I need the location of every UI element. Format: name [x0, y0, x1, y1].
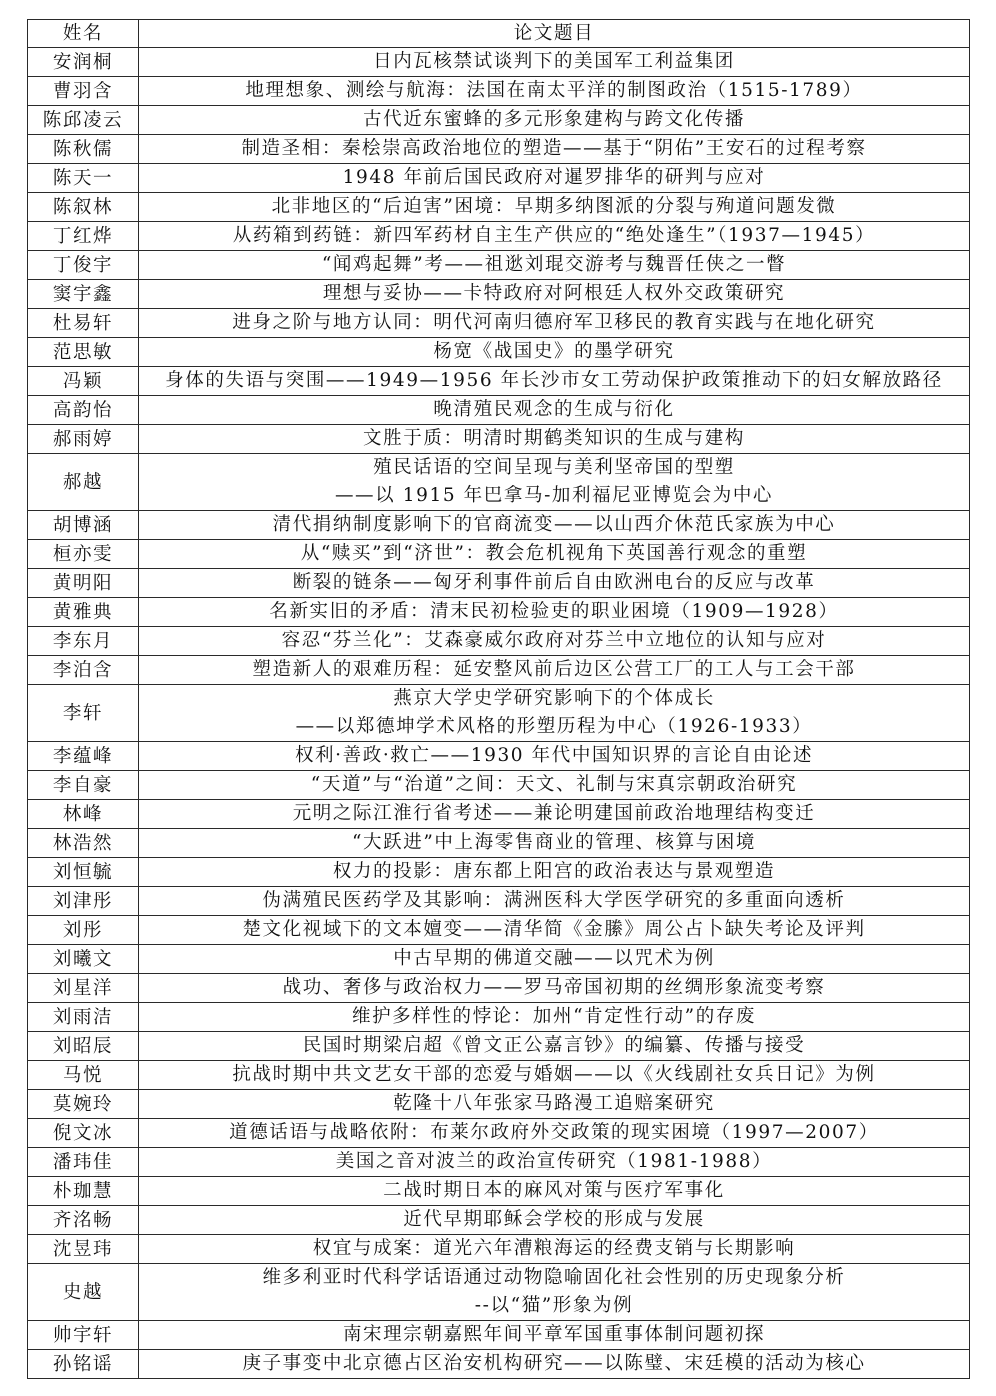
table-row	[28, 338, 970, 367]
thesis-title	[139, 945, 970, 974]
student-name: 陈秋儒	[28, 135, 139, 164]
student-name: 沈昱玮	[28, 1235, 139, 1264]
thesis-subtitle-line: --以“猫”形象为例	[474, 1295, 634, 1316]
table-row	[28, 569, 970, 598]
table-row	[28, 454, 970, 511]
thesis-title-line: 燕京大学史学研究影响下的个体成长	[393, 688, 715, 709]
thesis-title-line: 殖民话语的空间呈现与美利坚帝国的型塑	[373, 457, 735, 478]
thesis-title-line: “大跃进”中上海零售商业的管理、核算与困境	[351, 832, 757, 853]
thesis-title	[139, 77, 970, 106]
thesis-title-line: 权力的投影：唐东都上阳宫的政治表达与景观塑造	[332, 861, 776, 882]
table-row	[28, 1003, 970, 1032]
thesis-title-line: 战功、奢侈与政治权力——罗马帝国初期的丝绸形象流变考察	[282, 977, 826, 998]
table-row	[28, 1350, 970, 1379]
student-name: 李自豪	[28, 771, 139, 800]
thesis-title-line: 理想与妥协——卡特政府对阿根廷人权外交政策研究	[322, 283, 786, 304]
thesis-title	[139, 48, 970, 77]
thesis-title-line: 古代近东蜜蜂的多元形象建构与跨文化传播	[363, 109, 745, 130]
table-row	[28, 367, 970, 396]
thesis-title-line: 庚子事变中北京德占区治安机构研究——以陈璧、宋廷模的活动为核心	[242, 1353, 866, 1374]
thesis-title-line: 权利·善政·救亡——1930 年代中国知识界的言论自由论述	[294, 745, 814, 766]
thesis-title	[139, 1148, 970, 1177]
thesis-title	[139, 887, 970, 916]
table-row	[28, 511, 970, 540]
student-name: 陈天一	[28, 164, 139, 193]
thesis-title-line: 从药箱到药链：新四军药材自主生产供应的“绝处逢生”（1937—1945）	[232, 225, 876, 246]
thesis-title	[139, 1119, 970, 1148]
thesis-title	[139, 251, 970, 280]
thesis-title-line: 杨宽《战国史》的墨学研究	[433, 341, 675, 362]
student-name: 黄雅典	[28, 598, 139, 627]
student-name: 丁俊宇	[28, 251, 139, 280]
thesis-title-line: 抗战时期中共文艺女干部的恋爱与婚姻——以《火线剧社女兵日记》为例	[232, 1064, 876, 1085]
thesis-title-line: 进身之阶与地方认同：明代河南归德府军卫移民的教育实践与在地化研究	[232, 312, 876, 333]
student-name: 杜易轩	[28, 309, 139, 338]
thesis-title-line: 断裂的链条——匈牙利事件前后自由欧洲电台的反应与改革	[292, 572, 816, 593]
thesis-title-line: 从“赎买”到“济世”：教会危机视角下英国善行观念的重塑	[300, 543, 808, 564]
thesis-title	[139, 193, 970, 222]
student-name: 陈邱凌云	[28, 106, 139, 135]
student-name: 刘星洋	[28, 974, 139, 1003]
table-row	[28, 135, 970, 164]
student-name: 曹羽含	[28, 77, 139, 106]
thesis-title	[139, 1206, 970, 1235]
thesis-title	[139, 569, 970, 598]
student-name: 马悦	[28, 1061, 139, 1090]
thesis-title	[139, 1350, 970, 1379]
student-name: 范思敏	[28, 338, 139, 367]
thesis-title-line: 元明之际江淮行省考述——兼论明建国前政治地理结构变迁	[292, 803, 816, 824]
thesis-title	[139, 742, 970, 771]
thesis-title	[139, 1264, 970, 1321]
thesis-title	[139, 1235, 970, 1264]
student-name: 冯颖	[28, 367, 139, 396]
student-name: 刘津彤	[28, 887, 139, 916]
thesis-title-line: 维多利亚时代科学话语通过动物隐喻固化社会性别的历史现象分析	[262, 1267, 846, 1288]
thesis-title-line: 乾隆十八年张家马路漫工追赔案研究	[393, 1093, 715, 1114]
thesis-title-line: 塑造新人的艰难历程：延安整风前后边区公营工厂的工人与工会干部	[252, 659, 856, 680]
student-name: 李蕴峰	[28, 742, 139, 771]
table-row	[28, 164, 970, 193]
student-name: 林浩然	[28, 829, 139, 858]
thesis-title	[139, 367, 970, 396]
table-row	[28, 1321, 970, 1350]
student-name: 高韵怡	[28, 396, 139, 425]
thesis-title	[139, 1177, 970, 1206]
table-row	[28, 598, 970, 627]
thesis-title	[139, 771, 970, 800]
student-name: 李轩	[28, 685, 139, 742]
table-row	[28, 685, 970, 742]
table-row	[28, 627, 970, 656]
thesis-title	[139, 598, 970, 627]
thesis-subtitle-line: ——以 1915 年巴拿马-加利福尼亚博览会为中心	[334, 485, 774, 506]
thesis-title	[139, 454, 970, 511]
table-body	[28, 48, 970, 1379]
thesis-title	[139, 627, 970, 656]
thesis-title	[139, 309, 970, 338]
table-row	[28, 771, 970, 800]
thesis-title-line: 楚文化视域下的文本嬗变——清华简《金縢》周公占卜缺失考论及评判	[242, 919, 866, 940]
student-name: 李东月	[28, 627, 139, 656]
table-row	[28, 193, 970, 222]
thesis-title-line: 南宋理宗朝嘉熙年间平章军国重事体制问题初探	[342, 1324, 766, 1345]
table-row	[28, 540, 970, 569]
thesis-title	[139, 1032, 970, 1061]
thesis-title-line: 民国时期梁启超《曾文正公嘉言钞》的编纂、传播与接受	[302, 1035, 806, 1056]
student-name: 安润桐	[28, 48, 139, 77]
thesis-title	[139, 106, 970, 135]
thesis-title	[139, 1003, 970, 1032]
thesis-title-line: 名新实旧的矛盾：清末民初检验吏的职业困境（1909—1928）	[269, 601, 839, 622]
student-name: 林峰	[28, 800, 139, 829]
thesis-title	[139, 164, 970, 193]
thesis-title	[139, 656, 970, 685]
student-name: 刘恒毓	[28, 858, 139, 887]
thesis-title-line: 二战时期日本的麻风对策与医疗军事化	[383, 1180, 725, 1201]
student-name: 刘曦文	[28, 945, 139, 974]
student-name: 刘雨洁	[28, 1003, 139, 1032]
student-name: 齐洺畅	[28, 1206, 139, 1235]
student-name: 郝雨婷	[28, 425, 139, 454]
thesis-title	[139, 540, 970, 569]
table-row	[28, 1119, 970, 1148]
thesis-title-line: 中古早期的佛道交融——以咒术为例	[393, 948, 715, 969]
table-row	[28, 974, 970, 1003]
thesis-title	[139, 829, 970, 858]
student-name: 窦宇鑫	[28, 280, 139, 309]
student-name: 孙铭谣	[28, 1350, 139, 1379]
table-row	[28, 77, 970, 106]
table-row	[28, 396, 970, 425]
thesis-title	[139, 916, 970, 945]
table-row	[28, 1264, 970, 1321]
table-row	[28, 222, 970, 251]
table-header-row	[28, 20, 970, 48]
table-row	[28, 1177, 970, 1206]
student-name: 李泊含	[28, 656, 139, 685]
thesis-title-line: 维护多样性的悖论：加州“肯定性行动”的存废	[351, 1006, 757, 1027]
thesis-title	[139, 338, 970, 367]
student-name: 丁红烨	[28, 222, 139, 251]
table-row	[28, 1148, 970, 1177]
thesis-title-line: 近代早期耶稣会学校的形成与发展	[403, 1209, 705, 1230]
thesis-title-line: 权宜与成案：道光六年漕粮海运的经费支销与长期影响	[312, 1238, 796, 1259]
thesis-title	[139, 1090, 970, 1119]
table-row	[28, 887, 970, 916]
thesis-title	[139, 1061, 970, 1090]
student-name: 刘彤	[28, 916, 139, 945]
table-row	[28, 309, 970, 338]
thesis-title-line: 日内瓦核禁试谈判下的美国军工利益集团	[373, 51, 735, 72]
thesis-title	[139, 222, 970, 251]
thesis-title-line: 容忍“芬兰化”：艾森豪威尔政府对芬兰中立地位的认知与应对	[281, 630, 827, 651]
thesis-title-line: 1948 年前后国民政府对暹罗排华的研判与应对	[342, 167, 766, 188]
thesis-title-line: 伪满殖民医药学及其影响：满洲医科大学医学研究的多重面向透析	[262, 890, 846, 911]
thesis-title	[139, 1321, 970, 1350]
table-row	[28, 106, 970, 135]
thesis-title	[139, 280, 970, 309]
table-row	[28, 1206, 970, 1235]
table-row	[28, 1032, 970, 1061]
table-row	[28, 280, 970, 309]
table-row	[28, 742, 970, 771]
table-row	[28, 800, 970, 829]
table-row	[28, 1235, 970, 1264]
table-row	[28, 1061, 970, 1090]
thesis-title	[139, 800, 970, 829]
table-row	[28, 945, 970, 974]
thesis-title	[139, 425, 970, 454]
student-name: 刘昭辰	[28, 1032, 139, 1061]
thesis-title	[139, 858, 970, 887]
thesis-title	[139, 396, 970, 425]
table-row	[28, 656, 970, 685]
thesis-subtitle-line: ——以郑德坤学术风格的形塑历程为中心（1926-1933）	[295, 716, 813, 737]
student-name: 潘玮佳	[28, 1148, 139, 1177]
thesis-title-line: 地理想象、测绘与航海：法国在南太平洋的制图政治（1515-1789）	[245, 80, 863, 101]
student-name: 胡博涵	[28, 511, 139, 540]
thesis-title-line: “天道”与“治道”之间：天文、礼制与宋真宗朝政治研究	[310, 774, 798, 795]
thesis-title-line: 北非地区的“后迫害”困境：早期多纳图派的分裂与殉道问题发微	[271, 196, 837, 217]
table-row	[28, 48, 970, 77]
thesis-title	[139, 135, 970, 164]
thesis-title-line: 晚清殖民观念的生成与衍化	[433, 399, 675, 420]
thesis-title-line: “闻鸡起舞”考——祖逖刘琨交游考与魏晋任侠之一瞥	[321, 254, 787, 275]
header-name: 姓名	[28, 20, 139, 48]
student-name: 倪文冰	[28, 1119, 139, 1148]
thesis-title-line: 文胜于质：明清时期鹤类知识的生成与建构	[363, 428, 745, 449]
thesis-title	[139, 685, 970, 742]
student-name: 桓亦雯	[28, 540, 139, 569]
student-name: 帅宇轩	[28, 1321, 139, 1350]
thesis-title	[139, 511, 970, 540]
thesis-title-line: 制造圣相：秦桧崇高政治地位的塑造——基于“阴佑”王安石的过程考察	[241, 138, 867, 159]
student-name: 黄明阳	[28, 569, 139, 598]
student-name: 朴珈慧	[28, 1177, 139, 1206]
table-row	[28, 916, 970, 945]
student-name: 史越	[28, 1264, 139, 1321]
table-row	[28, 1090, 970, 1119]
thesis-title	[139, 974, 970, 1003]
table-row	[28, 858, 970, 887]
thesis-title-line: 美国之音对波兰的政治宣传研究（1981-1988）	[335, 1151, 773, 1172]
student-name: 郝越	[28, 454, 139, 511]
table-row	[28, 251, 970, 280]
thesis-roster-table	[27, 19, 970, 1379]
thesis-title-line: 清代捐纳制度影响下的官商流变——以山西介休范氏家族为中心	[272, 514, 836, 535]
header-title: 论文题目	[139, 20, 970, 48]
thesis-title-line: 身体的失语与突围——1949—1956 年长沙市女工劳动保护政策推动下的妇女解放路径	[165, 370, 943, 391]
student-name: 陈叙林	[28, 193, 139, 222]
student-name: 莫婉玲	[28, 1090, 139, 1119]
thesis-title-line: 道德话语与战略依附：布莱尔政府外交政策的现实困境（1997—2007）	[229, 1122, 879, 1143]
table-row	[28, 425, 970, 454]
table-row	[28, 829, 970, 858]
